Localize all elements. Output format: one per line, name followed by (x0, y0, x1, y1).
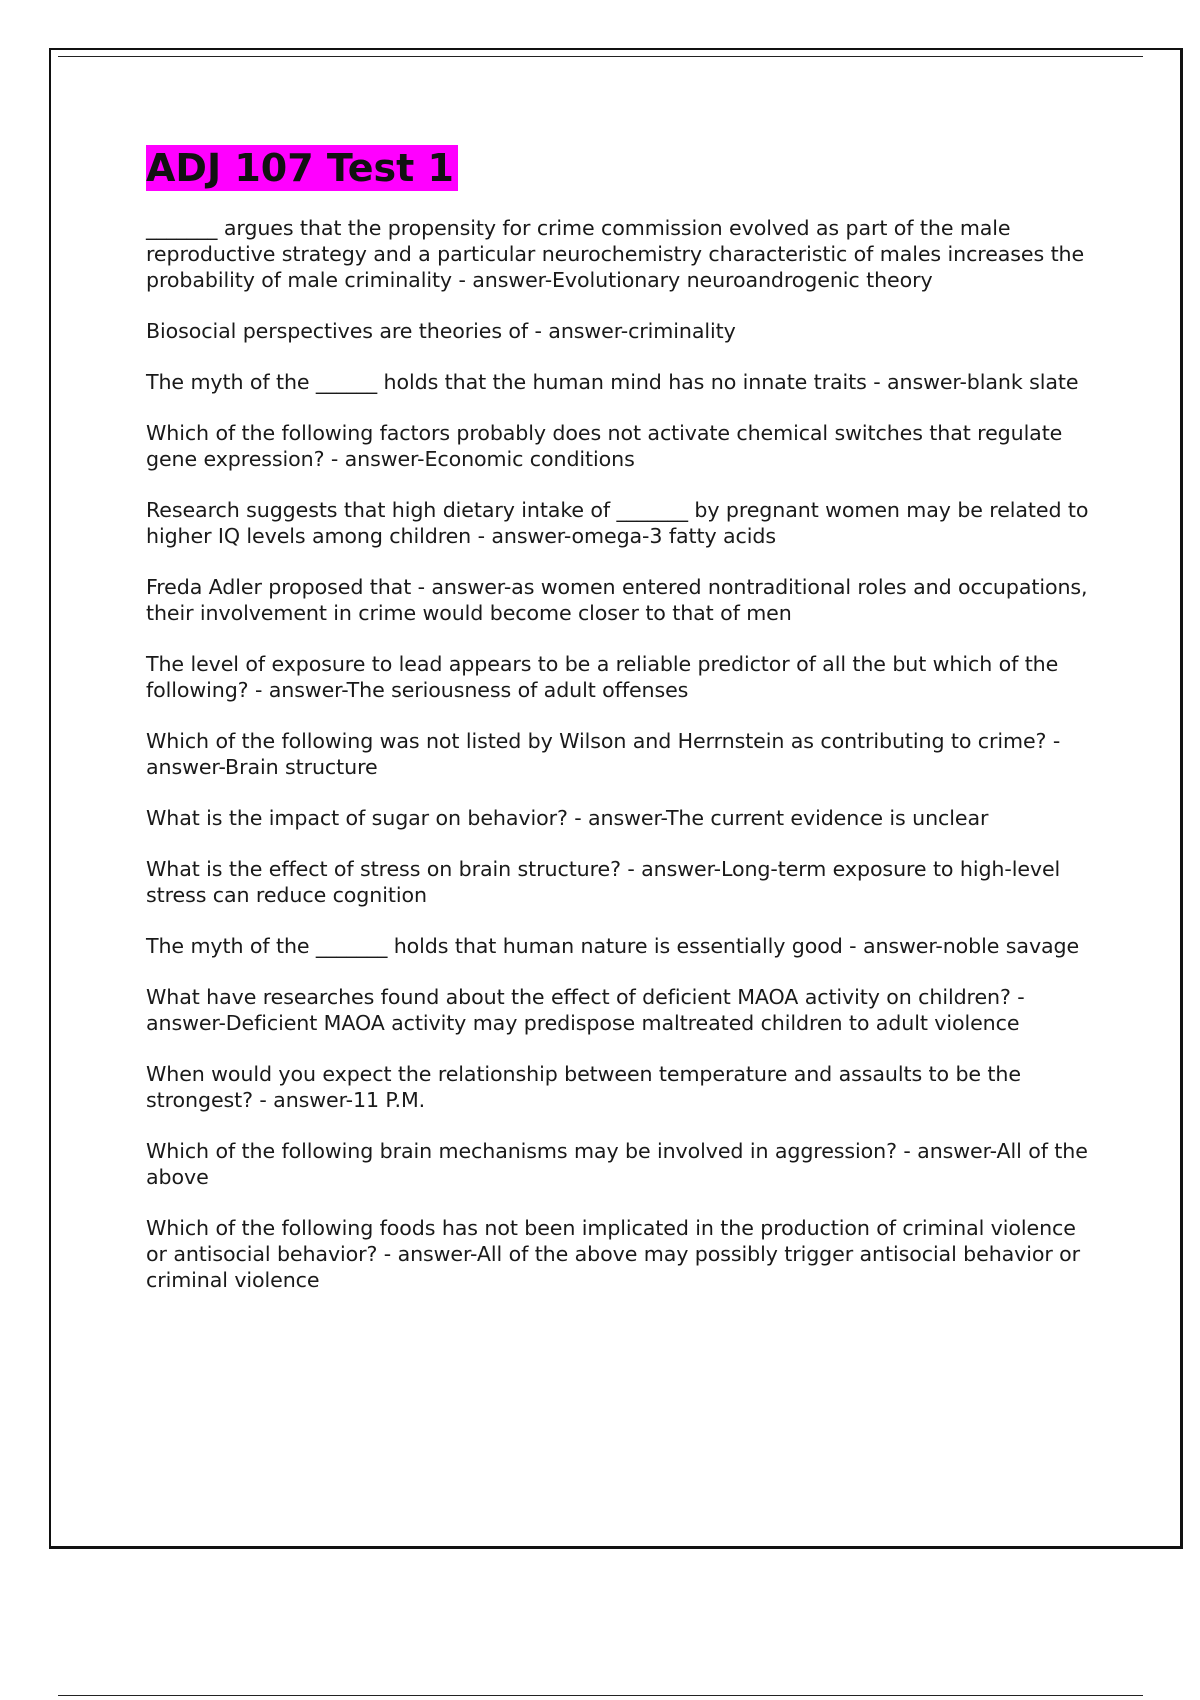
qa-item: _______ argues that the propensity for crime commission evolved as part of the male reproductive strategy and a particular neurochemistry characteristic of males increases the probability of male criminality - answer-Evolutionary neuroandrogenic theory (146, 216, 1085, 292)
qa-item: Which of the following factors probably does not activate chemical switches that regulate gene expression? - answer-Economic conditions (146, 421, 1063, 471)
document-content (146, 145, 1091, 1318)
qa-item: What is the effect of stress on brain structure? - answer-Long-term exposure to high-level stress can reduce cognition (146, 857, 1061, 907)
qa-item: The myth of the _______ holds that human nature is essentially good - answer-noble savage (146, 934, 1080, 958)
qa-item: The myth of the ______ holds that the human mind has no innate traits - answer-blank slate (146, 370, 1079, 394)
qa-item: Research suggests that high dietary intake of _______ by pregnant women may be related to higher IQ levels among children - answer-omega-3 fatty acids (146, 498, 1089, 548)
qa-list (146, 215, 1091, 1293)
qa-item: What have researches found about the effect of deficient MAOA activity on children? - answer-Deficient MAOA activity may predispose maltreated children to adult violence (146, 985, 1025, 1035)
qa-item: Biosocial perspectives are theories of - answer-criminality (146, 319, 736, 343)
qa-item: Which of the following brain mechanisms may be involved in aggression? - answer-All of the above (146, 1139, 1088, 1189)
bottom-rule (58, 1695, 1143, 1696)
qa-item: Freda Adler proposed that - answer-as women entered nontraditional roles and occupations, their involvement in crime would become closer to that of men (146, 575, 1088, 625)
page-title: ADJ 107 Test 1 (146, 145, 458, 191)
qa-item: Which of the following was not listed by Wilson and Herrnstein as contributing to crime? - answer-Brain structure (146, 729, 1061, 779)
qa-item: Which of the following foods has not been implicated in the production of criminal violence or antisocial behavior? - answer-All of the above may possibly trigger antisocial behavior or criminal violence (146, 1216, 1081, 1292)
qa-item: The level of exposure to lead appears to be a reliable predictor of all the but which of the following? - answer-The seriousness of adult offenses (146, 652, 1059, 702)
qa-item: When would you expect the relationship between temperature and assaults to be the strongest? - answer-11 P.M. (146, 1062, 1021, 1112)
qa-item: What is the impact of sugar on behavior? - answer-The current evidence is unclear (146, 806, 989, 830)
